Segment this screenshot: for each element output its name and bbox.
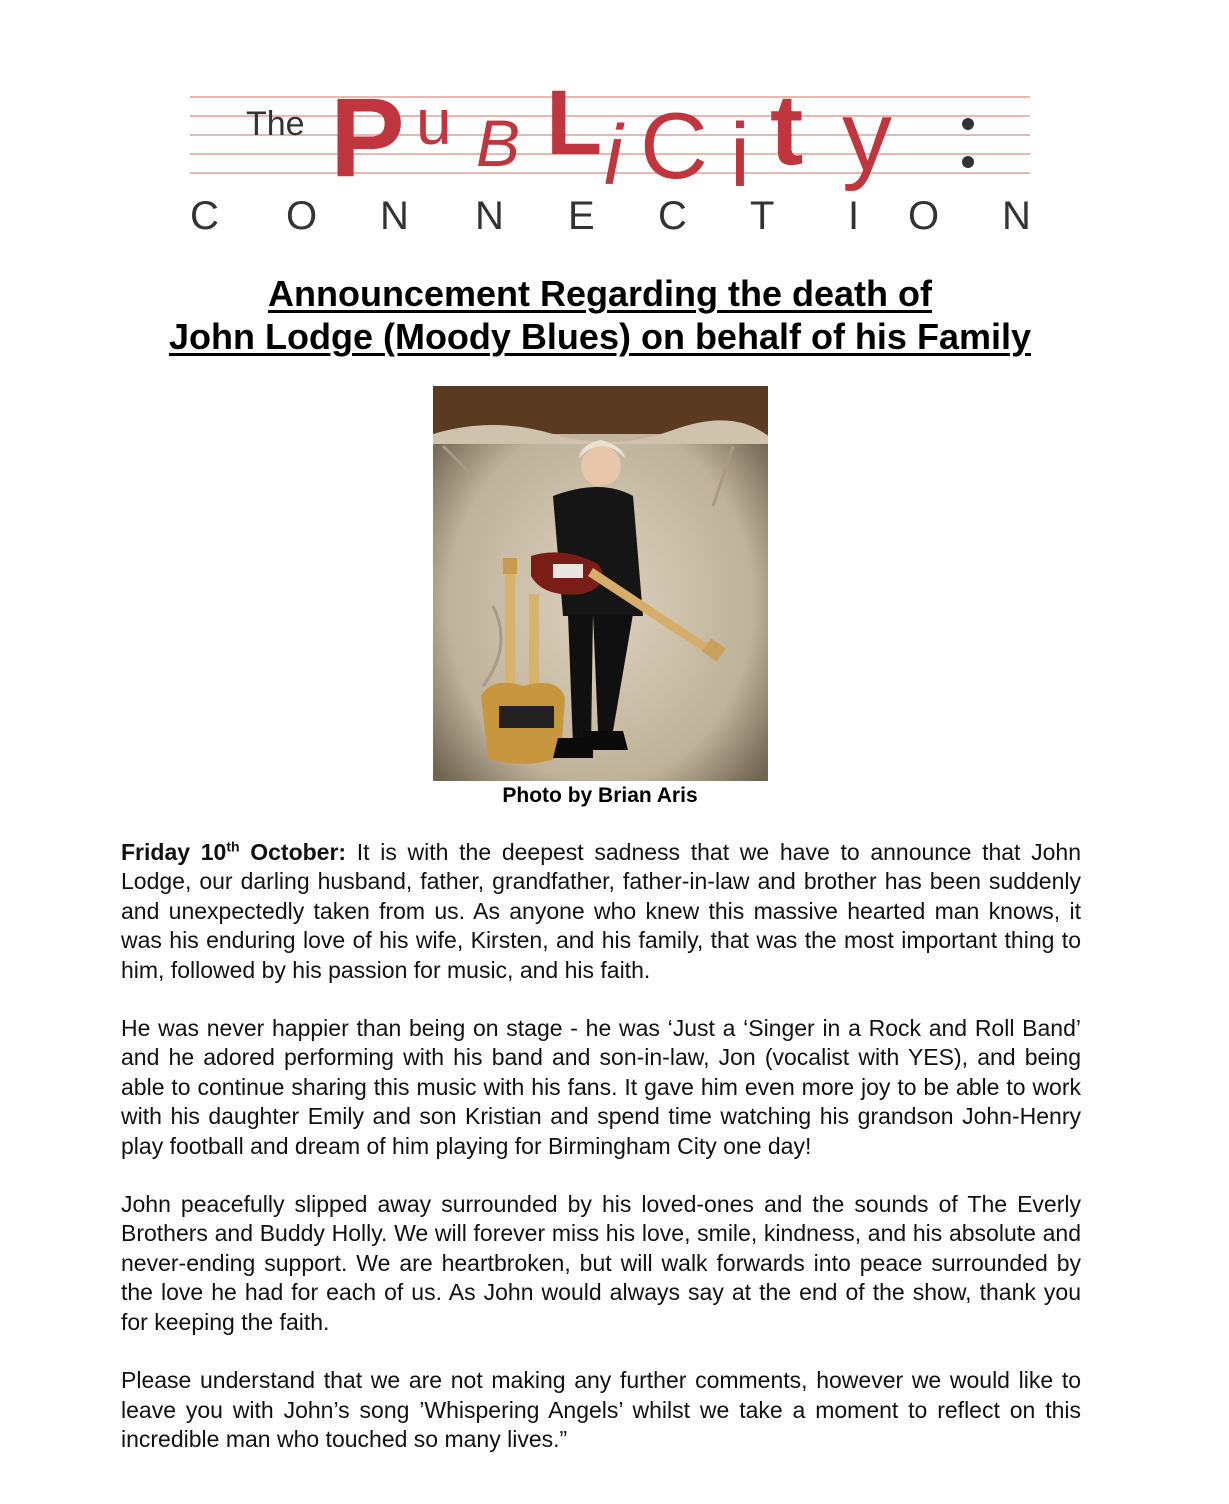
paragraph-1: Friday 10th October: It is with the deepest sadness that we have to announce that John Lodge, our darling husband, father, grandfather, father-in-law and brother has been suddenly and unexpectedly taken from us. As anyone who knew this massive hearted man knows, it was his enduring love of his wife, Kirsten, and his family, that was the most important thing to him, followed by his passion for music, and his faith.	[121, 838, 1082, 983]
svg-text:E: E	[568, 194, 595, 238]
logo-the: The	[246, 105, 305, 143]
svg-text:P: P	[330, 75, 405, 200]
svg-text:O: O	[908, 194, 940, 238]
photo-caption: Photo by Brian Aris	[502, 784, 698, 807]
paragraph-2: He was never happier than being on stage - he was ‘Just a ‘Singer in a Rock and Roll Band’ and he adored performing with his band and son-in-law, Jon (vocalist with YES), and being able to continue sharing this music with his fans. It gave him even more joy to be able to work with his daughter Emily and son Kristian and spend time watching his grandson John-Henry play football and dream of him playing for Birmingham City one day!	[121, 1015, 1081, 1159]
svg-text:C: C	[190, 194, 219, 238]
svg-text:N: N	[380, 194, 409, 238]
date-lead: Friday 10th October:	[121, 838, 347, 865]
svg-text:O: O	[286, 194, 318, 238]
headline	[0, 272, 1200, 358]
svg-text:t: t	[770, 74, 804, 186]
svg-text:y: y	[842, 80, 892, 192]
headline-line-2: John Lodge (Moody Blues) on behalf of his Family	[168, 316, 1031, 357]
john-lodge-photo	[433, 386, 768, 781]
paragraph-3: John peacefully slipped away surrounded by his loved-ones and the sounds of The Everly Brothers and Buddy Holly. We will forever miss his love, smile, kindness, and his absolute and never-ending support. We are heartbroken, but will walk forwards into peace surrounded by the love he had for each of us. As John would always say at the end of the show, thank you for keeping the faith.	[121, 1191, 1081, 1335]
logo-wordmark	[330, 72, 892, 206]
svg-text:B: B	[476, 106, 521, 180]
photo-illustration	[433, 386, 768, 781]
svg-text:I: I	[848, 194, 860, 238]
announcement-body	[121, 838, 1081, 1483]
headline-line-1: Announcement Regarding the death of	[267, 273, 932, 314]
svg-text:u: u	[416, 86, 452, 158]
svg-text:C: C	[640, 93, 708, 198]
publicity-connection-logo	[190, 66, 1040, 246]
logo-graphic	[190, 66, 1040, 246]
svg-text:i: i	[604, 108, 623, 202]
svg-text:T: T	[750, 194, 775, 238]
svg-text:L: L	[546, 72, 603, 174]
svg-text:C: C	[658, 194, 687, 238]
paragraph-4: Please understand that we are not making any further comments, however we would like to leave you with John’s song ’Whispering Angels’ whilst we take a moment to reflect on this incredible man who touched so many lives.”	[121, 1367, 1081, 1452]
svg-text:N: N	[475, 194, 504, 238]
svg-text:i: i	[730, 106, 750, 206]
svg-text:N: N	[1002, 194, 1031, 238]
